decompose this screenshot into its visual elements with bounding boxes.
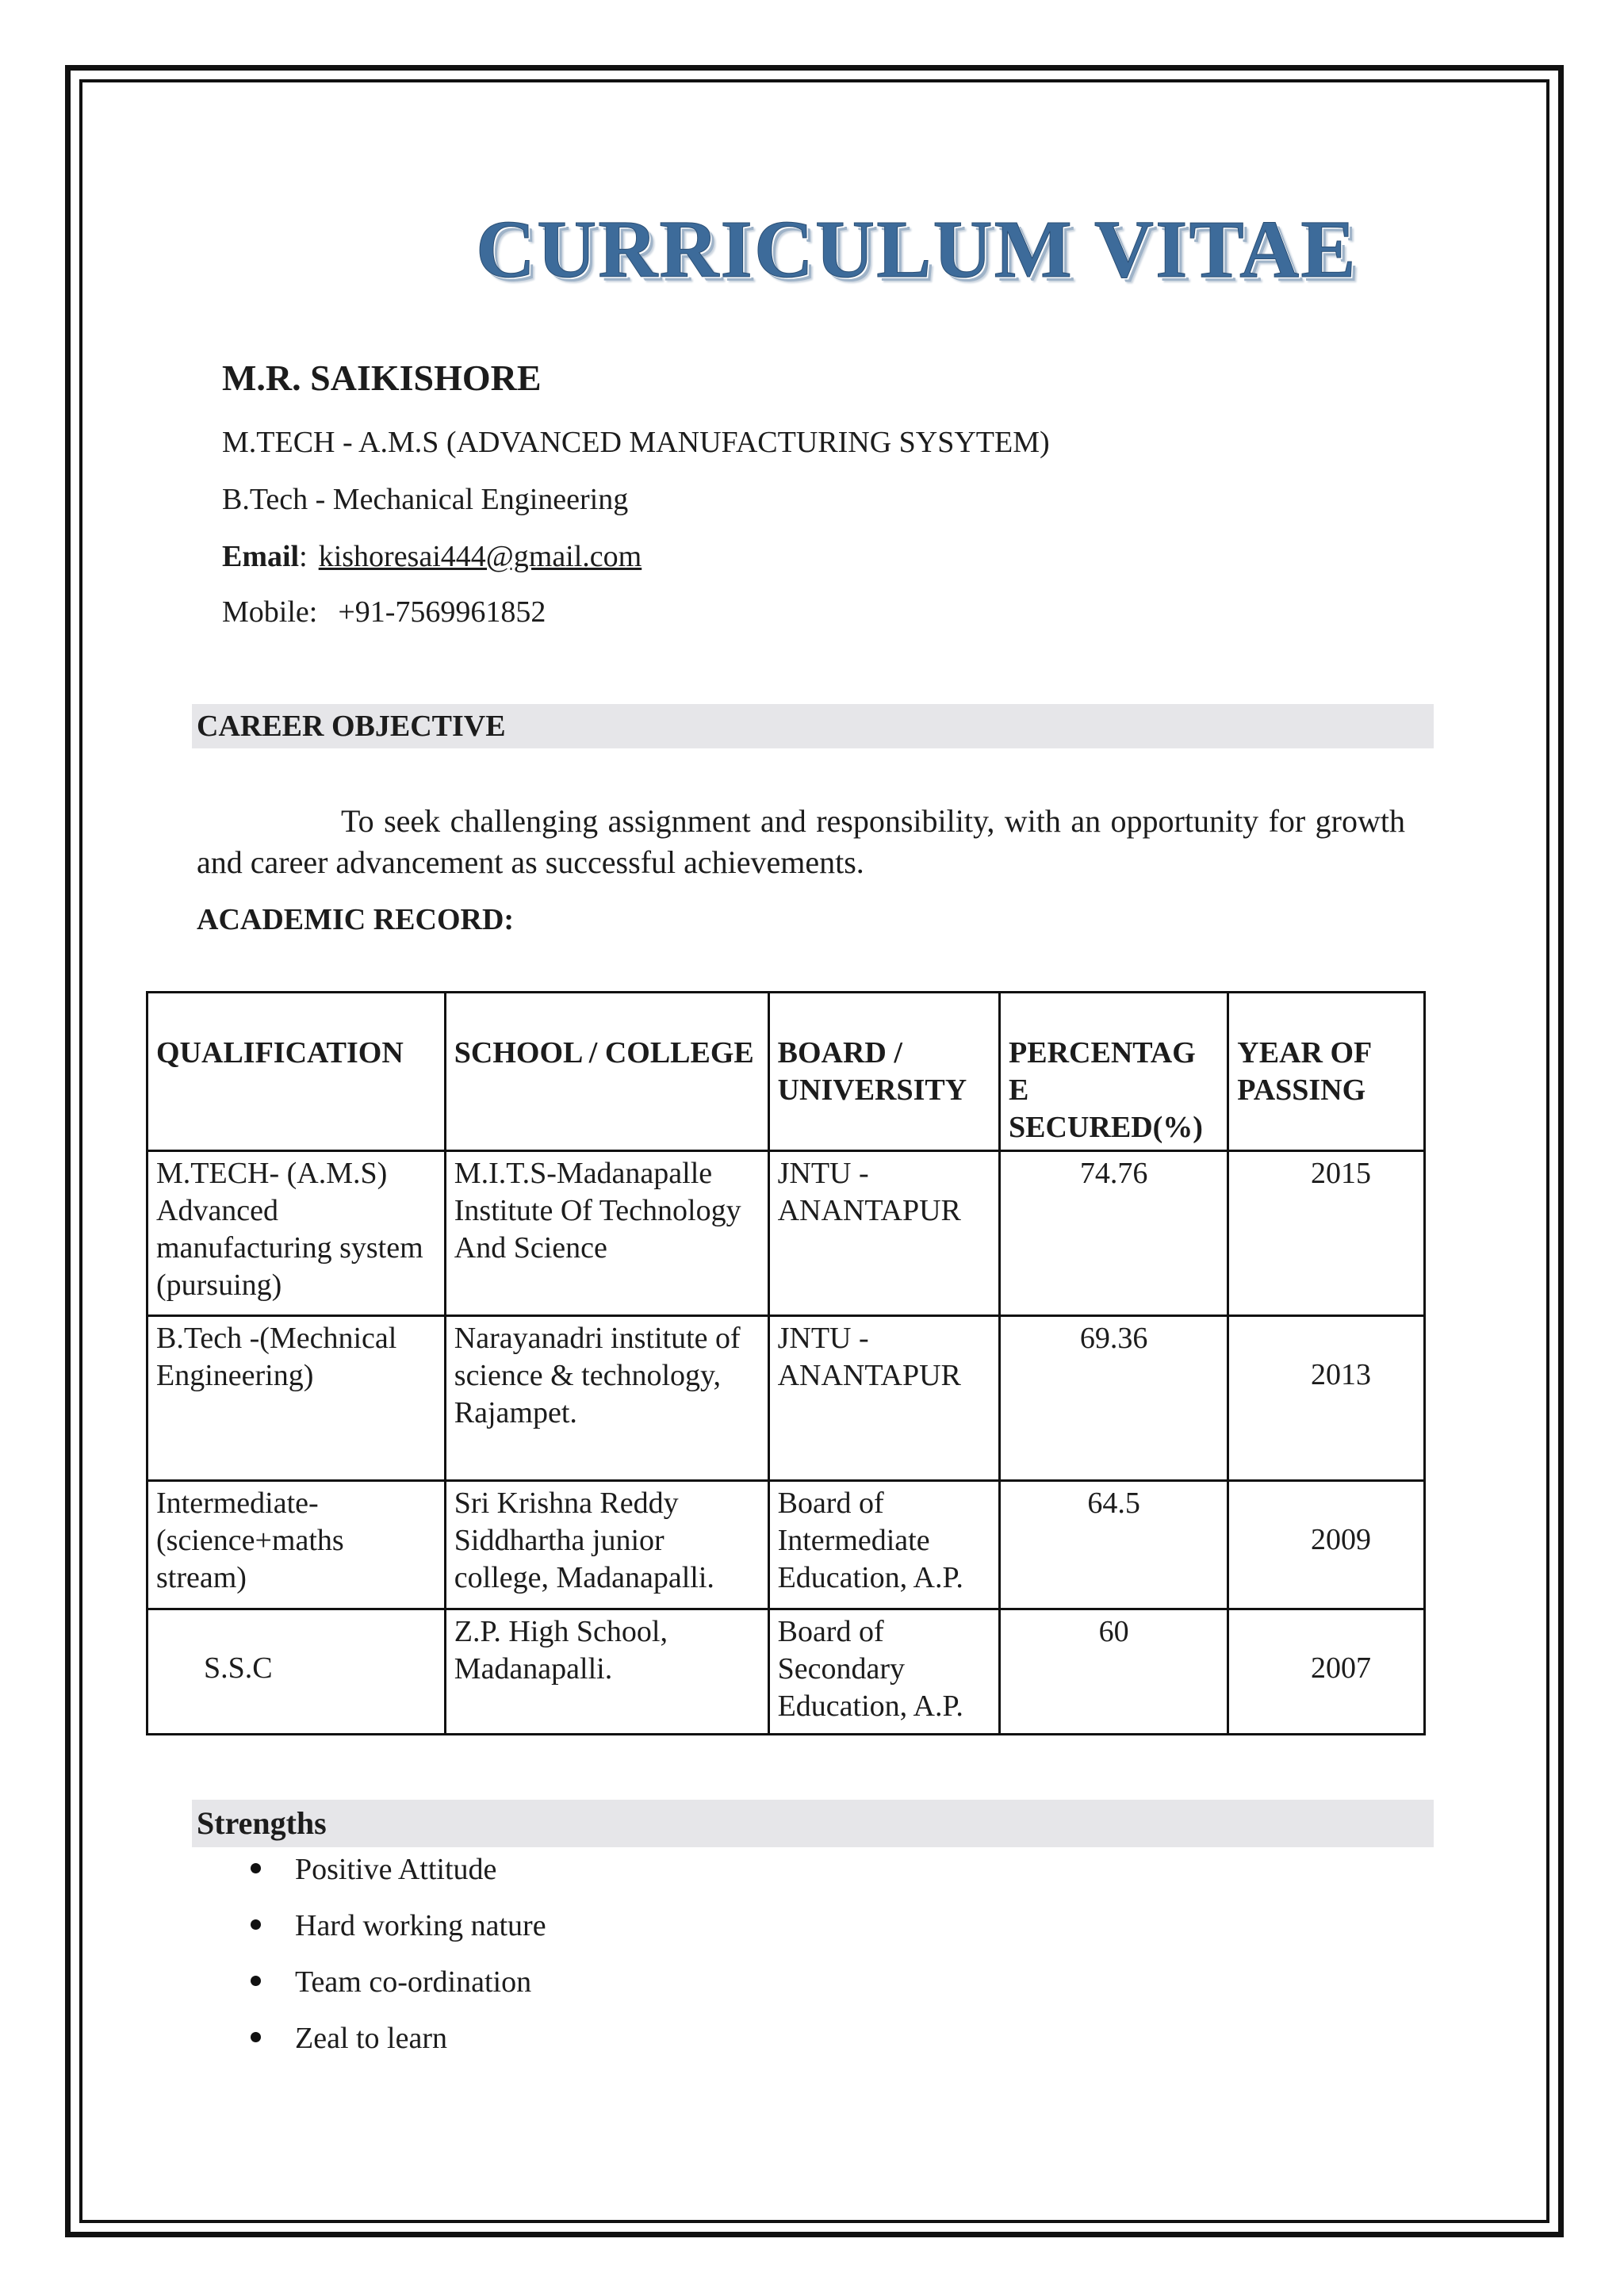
- email-colon: :: [299, 540, 308, 573]
- cell-school: Narayanadri institute of science & technology, Rajampet.: [445, 1316, 768, 1481]
- strengths-heading: Strengths: [192, 1800, 1434, 1847]
- cell-year: 2007: [1228, 1609, 1425, 1735]
- strengths-list: [238, 1847, 546, 2072]
- column-header-school: SCHOOL / COLLEGE: [445, 993, 768, 1151]
- table-row: [147, 1151, 1425, 1316]
- cell-school: Sri Krishna Reddy Siddhartha junior college, Madanapalli.: [445, 1481, 768, 1609]
- email-link[interactable]: kishoresai444@gmail.com: [318, 540, 642, 573]
- mobile-line: [222, 595, 546, 629]
- table-row: [147, 1481, 1425, 1609]
- list-item: Positive Attitude: [238, 1847, 546, 1904]
- column-header-percentage: PERCENTAG E SECURED(%): [1000, 993, 1228, 1151]
- cell-school: M.I.T.S-Madanapalle Institute Of Technology And Science: [445, 1151, 768, 1316]
- cell-qualification: B.Tech -(Mechnical Engineering): [147, 1316, 446, 1481]
- cell-percentage: 74.76: [1000, 1151, 1228, 1316]
- table-row: [147, 1609, 1425, 1735]
- cell-percentage: 69.36: [1000, 1316, 1228, 1481]
- degree-btech: B.Tech - Mechanical Engineering: [222, 483, 629, 516]
- cell-board: Board of Intermediate Education, A.P.: [768, 1481, 999, 1609]
- candidate-name: M.R. SAIKISHORE: [222, 358, 542, 398]
- cell-year: 2009: [1228, 1481, 1425, 1609]
- column-header-board: BOARD / UNIVERSITY: [768, 993, 999, 1151]
- column-header-year: YEAR OF PASSING: [1228, 993, 1425, 1151]
- objective-body: To seek challenging assignment and responsibility, with an opportunity for growth and career advancement as successful achievements.: [197, 803, 1405, 880]
- cell-year: 2015: [1228, 1151, 1425, 1316]
- cell-board: JNTU - ANANTAPUR: [768, 1151, 999, 1316]
- cell-percentage: 60: [1000, 1609, 1228, 1735]
- mobile-number: +91-7569961852: [338, 595, 546, 629]
- email-line: [222, 539, 642, 574]
- cell-year: 2013: [1228, 1316, 1425, 1481]
- document-title: CURRICULUM VITAE: [476, 204, 1358, 295]
- degree-mtech: M.TECH - A.M.S (ADVANCED MANUFACTURING SYSYTEM): [222, 426, 1050, 459]
- list-item: Team co-ordination: [238, 1960, 546, 2016]
- cell-board: JNTU - ANANTAPUR: [768, 1316, 999, 1481]
- table-row: [147, 1316, 1425, 1481]
- career-objective-text: [197, 801, 1405, 883]
- academic-record-table: [146, 991, 1426, 1735]
- cell-board: Board of Secondary Education, A.P.: [768, 1609, 999, 1735]
- cell-qualification: M.TECH- (A.M.S) Advanced manufacturing system (pursuing): [147, 1151, 446, 1316]
- email-label: Email: [222, 540, 300, 573]
- cell-school: Z.P. High School, Madanapalli.: [445, 1609, 768, 1735]
- column-header-qualification: QUALIFICATION: [147, 993, 446, 1151]
- academic-record-heading: ACADEMIC RECORD:: [197, 903, 515, 936]
- cell-qualification: S.S.C: [147, 1609, 446, 1735]
- cell-percentage: 64.5: [1000, 1481, 1228, 1609]
- list-item: Zeal to learn: [238, 2016, 546, 2072]
- table-header-row: [147, 993, 1425, 1151]
- mobile-label: Mobile:: [222, 595, 318, 629]
- list-item: Hard working nature: [238, 1904, 546, 1960]
- career-objective-heading: CAREER OBJECTIVE: [192, 704, 1434, 748]
- cell-qualification: Intermediate-(science+maths stream): [147, 1481, 446, 1609]
